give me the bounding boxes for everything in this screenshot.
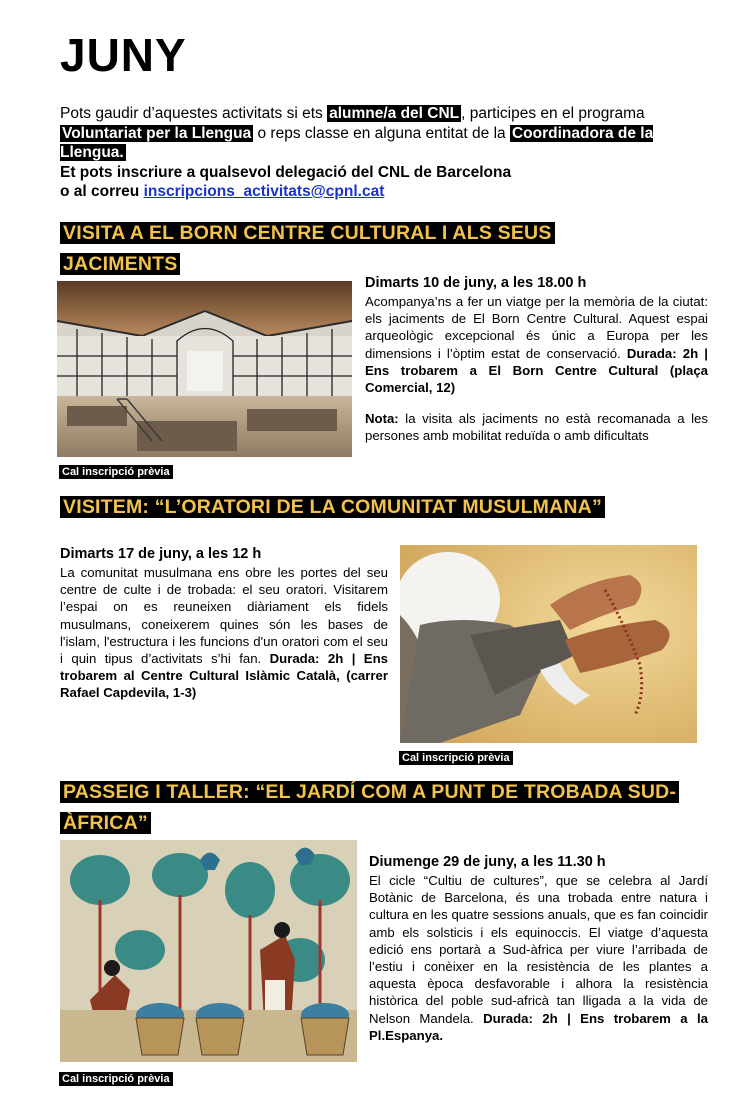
- event-3-title: PASSEIG I TALLER: “EL JARDÍ COM A PUNT DE TROBADA SUD-ÀFRICA”: [60, 781, 679, 834]
- event-3-description: [369, 872, 708, 1044]
- event-1-registration-tag: [59, 462, 173, 480]
- event-3-details: [369, 854, 708, 1044]
- intro-register-line: Et pots inscriure a qualsevol delegació del CNL de Barcelona: [60, 163, 512, 181]
- intro-text: [60, 104, 690, 202]
- prayer-image: [400, 545, 697, 743]
- highlight-cnl-student: alumne/a del CNL: [329, 105, 460, 122]
- registration-required-badge: Cal inscripció prèvia: [399, 751, 513, 765]
- event-1-body: Acompanya’ns a fer un viatge per la memòria de la ciutat: els jaciments de El Born Centre Cultural. Aquest espai arqueològic excepcional és únic a Europa per les dimensions i l’òptim estat de conservació.: [365, 294, 708, 361]
- event-1-details: [365, 275, 708, 445]
- event-1-description: [365, 293, 708, 396]
- event-1-note-text: la visita als jaciments no està recomanada a les persones amb mobilitat reduïda o amb dificultats: [365, 411, 708, 444]
- egyptian-garden-painting: [60, 840, 357, 1062]
- event-2-heading: [60, 493, 680, 524]
- event-2-duration: Durada: 2h | Ens trobarem al Centre Cultural Islàmic Català, (carrer Rafael Capdevila, 1-3): [60, 651, 388, 701]
- intro-text-2: , participes en el programa: [461, 105, 645, 122]
- highlight-coordinadora: Coordinadora de la Llengua.: [60, 124, 654, 161]
- email-link[interactable]: inscripcions_activitats@cpnl.cat: [143, 183, 385, 200]
- registration-required-badge: Cal inscripció prèvia: [59, 465, 173, 479]
- page-title: JUNY: [60, 29, 187, 81]
- event-1-duration: Durada: 2h | Ens trobarem a El Born Centre Cultural (plaça Comercial, 12): [365, 345, 708, 396]
- event-1-title: VISITA A EL BORN CENTRE CULTURAL I ALS SEUS JACIMENTS: [60, 222, 555, 275]
- event-1-note: [365, 410, 708, 444]
- el-born-market-photo: [57, 281, 352, 457]
- event-3-registration-tag: [59, 1069, 173, 1087]
- event-1-heading: [60, 219, 620, 281]
- event-2-details: [60, 546, 388, 702]
- intro-text-1: Pots gaudir d’aquestes activitats si ets: [60, 105, 328, 122]
- praying-hands-photo: [400, 545, 697, 743]
- event-3-date: Diumenge 29 de juny, a les 11.30 h: [369, 854, 606, 870]
- event-2-description: [60, 564, 388, 702]
- event-3-duration: Durada: 2h | Ens trobarem a la Pl.Espanya.: [369, 1010, 708, 1043]
- event-3-body: El cicle “Cultiu de cultures”, que se celebra al Jardí Botànic de Barcelona, és una trobada entre natura i cultura en les quatre sessions anuals, que es fan coincidir amb els solsticis i els equinoccis. El viatge d’aquesta edició ens portarà a Sud-àfrica per viure l’arribada de l’estiu i conèixer en la resistència de les plantes a aquesta època desfavorable i alhora la resistència històrica del poble sud-africà tan lligada a la vida de Nelson Mandela.: [369, 873, 708, 1026]
- event-2-registration-tag: [399, 748, 513, 766]
- intro-text-3: o reps classe en alguna entitat de la: [253, 124, 510, 142]
- event-3-heading: [60, 778, 680, 840]
- event-2-date: Dimarts 17 de juny, a les 12 h: [60, 546, 262, 562]
- event-2-body: La comunitat musulmana ens obre les portes del seu centre de culte i de trobada: el seu oratori. Visitarem l’espai on es reuneixen diàriament els fidels musulmans, coneixerem quines són les bases de l'islam, l'estructura i les funcions d'un oratori com el seu i quin tipus d’activitats s’hi fan.: [60, 565, 388, 667]
- event-1-note-label: Nota:: [365, 411, 399, 427]
- highlight-volunteer-program: Voluntariat per la Llengua: [62, 124, 252, 142]
- el-born-image: [57, 281, 352, 457]
- intro-email-prefix: o al correu: [60, 183, 144, 200]
- egyptian-mural-image: [60, 840, 357, 1062]
- event-1-date: Dimarts 10 de juny, a les 18.00 h: [365, 275, 587, 291]
- registration-required-badge: Cal inscripció prèvia: [59, 1072, 173, 1086]
- event-2-title: VISITEM: “L’ORATORI DE LA COMUNITAT MUSULMANA”: [60, 496, 605, 518]
